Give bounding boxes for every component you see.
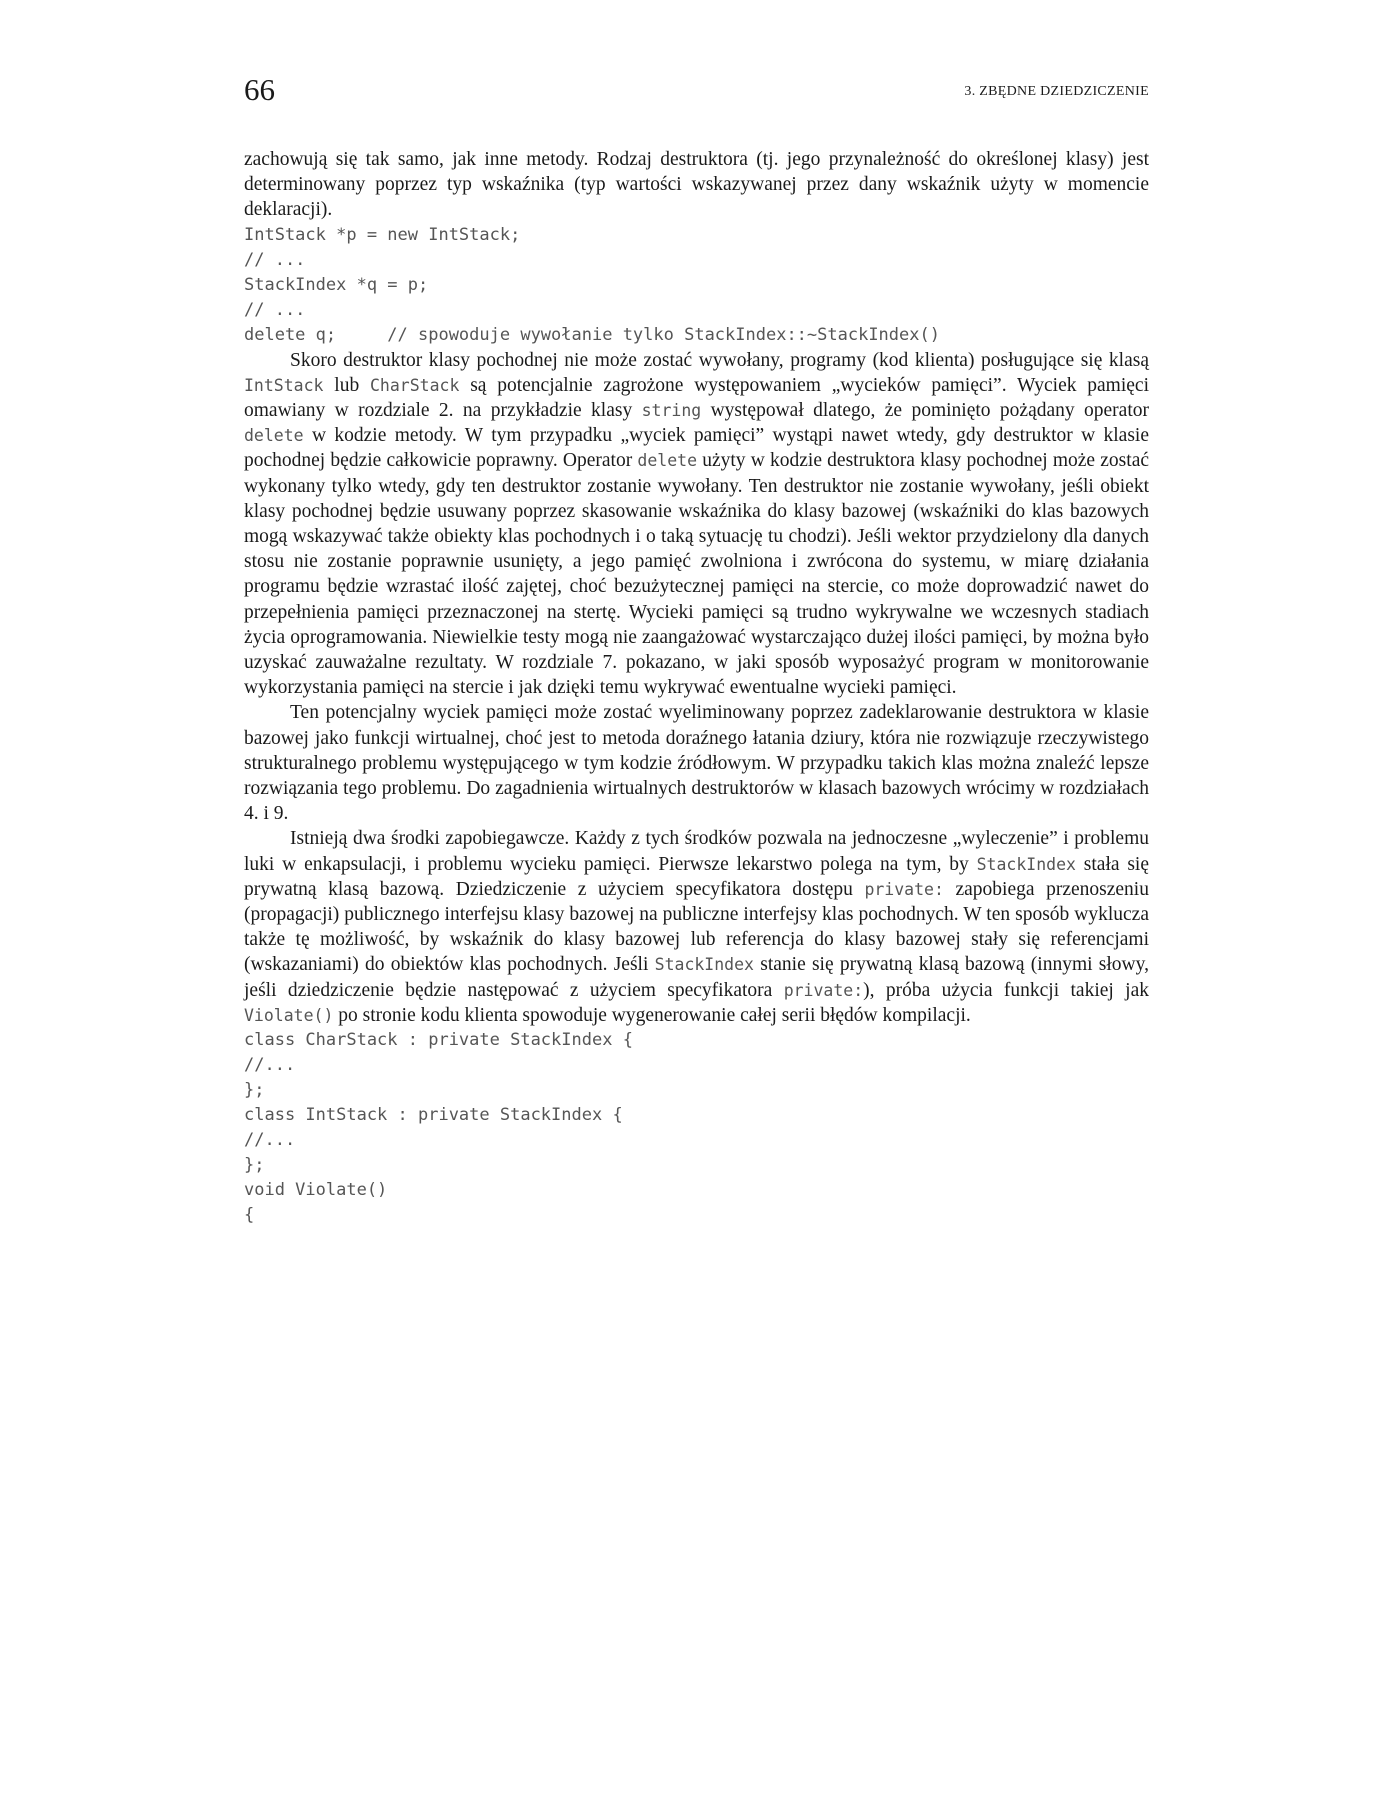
text-run: Skoro destruktor klasy pochodnej nie może zostać wywołany, programy (kod klienta) posługujące się klasą bbox=[290, 349, 1149, 371]
code-line: { bbox=[244, 1205, 255, 1226]
inline-code: Violate() bbox=[244, 1005, 334, 1025]
code-block-private-inheritance bbox=[244, 1028, 1149, 1228]
inline-code: private: bbox=[783, 980, 864, 1000]
paragraph-1 bbox=[244, 147, 1149, 223]
text-run: lub bbox=[323, 374, 370, 396]
page-header bbox=[244, 70, 1149, 120]
code-line: IntStack *p = new IntStack; bbox=[244, 224, 521, 245]
paragraph-3 bbox=[244, 700, 1149, 826]
code-line: delete q; // spowoduje wywołanie tylko StackIndex::~StackIndex() bbox=[244, 324, 940, 345]
paragraph-2 bbox=[244, 348, 1149, 701]
text-run: w kodzie metody. W tym przypadku „wyciek pamięci” wystąpi nawet wtedy, gdy destruktor w klasie pochodnej będzie całkowicie poprawny. Operator bbox=[244, 425, 1149, 472]
code-line: StackIndex *q = p; bbox=[244, 274, 429, 295]
text-run: użyty w kodzie destruktora klasy pochodnej może zostać wykonany tylko wtedy, gdy ten destruktor zostanie wywołany. Ten destruktor nie zostanie wywołany, jeśli obiekt klasy pochodnej będzie usuwany poprzez skasowanie wskaźnika do klasy bazowej (wskaźniki do klas bazowych mogą wskazywać także obiekty klas pochodnych i o taką sytuację tu chodzi). Jeśli wektor przydzielony dla danych stosu nie zostanie poprawnie usunięty, a jego pamięć zwolniona i zwrócona do systemu, w miarę działania programu będzie wzrastać ilość zajętej, choć bezużytecznej pamięci na stercie, co może doprowadzić nawet do przepełnienia pamięci przeznaczonej na stertę. Wycieki pamięci są trudno wykrywalne we wczesnych stadiach życia oprogramowania. Niewielkie testy mogą nie zaangażować wystarczająco dużej ilości pamięci, by można było uzyskać zauważalne rezultaty. W rozdziale 7. pokazano, w jaki sposób wyposażyć program w monitorowanie wykorzystania pamięci na stercie i jak dzięki temu wykrywać ewentualne wycieki pamięci. bbox=[244, 450, 1150, 699]
text-run: ), próba użycia funkcji takiej jak bbox=[863, 979, 1149, 1001]
code-line: //... bbox=[244, 1055, 296, 1076]
code-line: class CharStack : private StackIndex { bbox=[244, 1030, 633, 1051]
inline-code: IntStack bbox=[244, 375, 324, 395]
running-head: 3. ZBĘDNE DZIEDZICZENIE bbox=[964, 84, 1149, 99]
inline-code: delete bbox=[244, 426, 304, 446]
paragraph-3-text: Ten potencjalny wyciek pamięci może zostać wyeliminowany poprzez zadeklarowanie destruktora w klasie bazowej jako funkcji wirtualnej, choć jest to metoda doraźnego łatania dziury, która nie rozwiązuje rzeczywistego strukturalnego problemu występującego w tym kodzie źródłowym. W przypadku takich klas można znaleźć lepsze rozwiązania tego problemu. Do zagadnienia wirtualnych destruktorów w klasach bazowych wrócimy w rozdziałach 4. i 9. bbox=[244, 702, 1149, 825]
code-line: }; bbox=[244, 1155, 265, 1176]
inline-code: StackIndex bbox=[976, 854, 1076, 874]
page-body bbox=[244, 147, 1149, 1228]
paragraph-4 bbox=[244, 826, 1149, 1028]
inline-code: CharStack bbox=[370, 375, 460, 395]
page-number: 66 bbox=[244, 72, 275, 107]
inline-code: private: bbox=[864, 879, 944, 899]
text-run: stała się prywatną klasą bazową. Dziedziczenie z użyciem specyfikatora dostępu bbox=[244, 853, 1150, 900]
inline-code: delete bbox=[637, 451, 698, 471]
code-line: }; bbox=[244, 1080, 265, 1101]
code-line: // ... bbox=[244, 249, 306, 270]
text-run: stanie się prywatną klasą bazową (innymi słowy, jeśli dziedziczenie będzie następować z użyciem specyfikatora bbox=[244, 954, 1149, 1001]
text-run: po stronie kodu klienta spowoduje wygenerowanie całej serii błędów kompilacji. bbox=[333, 1004, 971, 1026]
code-line: // ... bbox=[244, 299, 306, 320]
text-run: Istnieją dwa środki zapobiegawcze. Każdy z tych środków pozwala na jednoczesne „wyleczenie” i problemu luki w enkapsulacji, i problemu wycieku pamięci. Pierwsze lekarstwo polega na tym, by bbox=[244, 828, 1149, 875]
text-run: są potencjalnie zagrożone występowaniem „wycieków pamięci”. Wyciek pamięci omawiany w rozdziale 2. na przykładzie klasy bbox=[244, 374, 1149, 422]
inline-code: StackIndex bbox=[654, 955, 754, 975]
paragraph-1-text: zachowują się tak samo, jak inne metody. Rodzaj destruktora (tj. jego przynależność do określonej klasy) jest determinowany poprzez typ wskaźnika (typ wartości wskazywanej przez dany wskaźnik użyty w momencie deklaracji). bbox=[244, 149, 1149, 221]
code-line: class IntStack : private StackIndex { bbox=[244, 1105, 623, 1126]
text-run: zapobiega przenoszeniu (propagacji) publicznego interfejsu klasy bazowej na publiczne interfejsy klas pochodnych. W ten sposób wyklucza także tę możliwość, by wskaźnik do klasy bazowej lub referencja do klasy bazowej stały się referencjami (wskazaniami) do obiektów klas pochodnych. Jeśli bbox=[244, 878, 1149, 976]
code-line: //... bbox=[244, 1130, 296, 1151]
text-run: występował dlatego, że pominięto pożądany operator bbox=[701, 400, 1149, 422]
inline-code: string bbox=[641, 401, 702, 421]
code-line: void Violate() bbox=[244, 1180, 388, 1201]
code-block-destructor bbox=[244, 223, 1149, 348]
